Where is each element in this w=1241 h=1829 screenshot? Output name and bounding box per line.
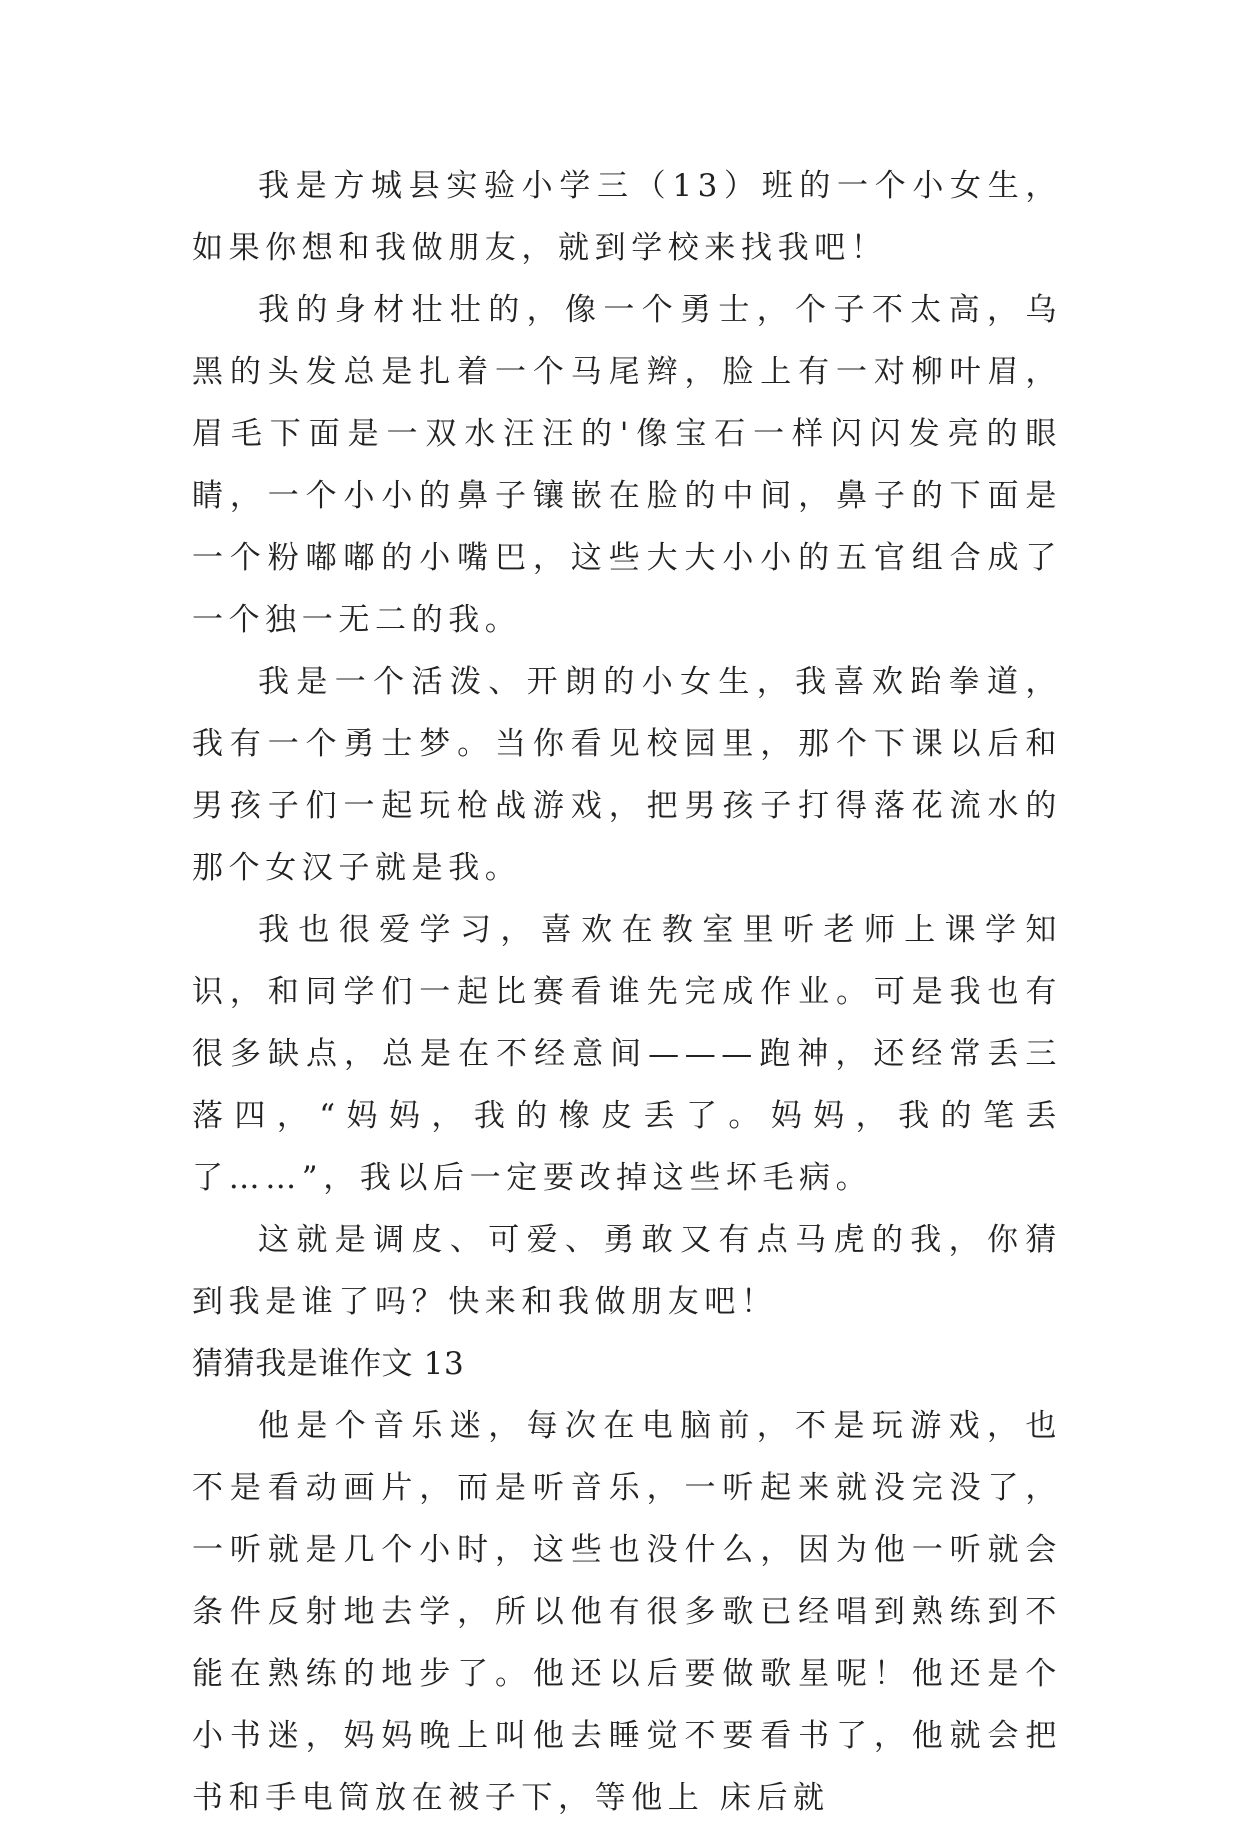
paragraph-appearance: 我的身材壮壮的，像一个勇士，个子不太高，乌黑的头发总是扎着一个马尾辫，脸上有一对柳叶眉，眉毛下面是一双水汪汪的'像宝石一样闪闪发亮的眼睛，一个小小的鼻子镶嵌在脸的中间，鼻子的下面是一个粉嘟嘟的小嘴巴，这些大大小小的五官组合成了一个独一无二的我。 (192, 292, 1062, 638)
document-body (192, 155, 1062, 1829)
section-heading: 猜猜我是谁作文 13 (192, 1346, 465, 1382)
paragraph-study: 我也很爱学习，喜欢在教室里听老师上课学知识，和同学们一起比赛看谁先完成作业。可是我也有很多缺点，总是在不经意间———跑神，还经常丢三落四，“妈妈，我的橡皮丢了。妈妈，我的笔丢了……”，我以后一定要改掉这些坏毛病。 (192, 912, 1062, 1196)
paragraph-personality: 我是一个活泼、开朗的小女生，我喜欢跆拳道，我有一个勇士梦。当你看见校园里，那个下课以后和男孩子们一起玩枪战游戏，把男孩子打得落花流水的那个女汉子就是我。 (192, 664, 1062, 886)
paragraph-music-fan: 他是个音乐迷，每次在电脑前，不是玩游戏，也不是看动画片，而是听音乐，一听起来就没完没了，一听就是几个小时，这些也没什么，因为他一听就会条件反射地去学，所以他有很多歌已经唱到熟练到不能在熟练的地步了。他还以后要做歌星呢！他还是个小书迷，妈妈晚上叫他去睡觉不要看书了，他就会把书和手电筒放在被子下，等他上 床后就 (192, 1408, 1062, 1816)
paragraph-conclusion: 这就是调皮、可爱、勇敢又有点马虎的我，你猜到我是谁了吗？快来和我做朋友吧！ (192, 1222, 1062, 1320)
paragraph-intro: 我是方城县实验小学三（13）班的一个小女生，如果你想和我做朋友，就到学校来找我吧！ (192, 168, 1062, 266)
